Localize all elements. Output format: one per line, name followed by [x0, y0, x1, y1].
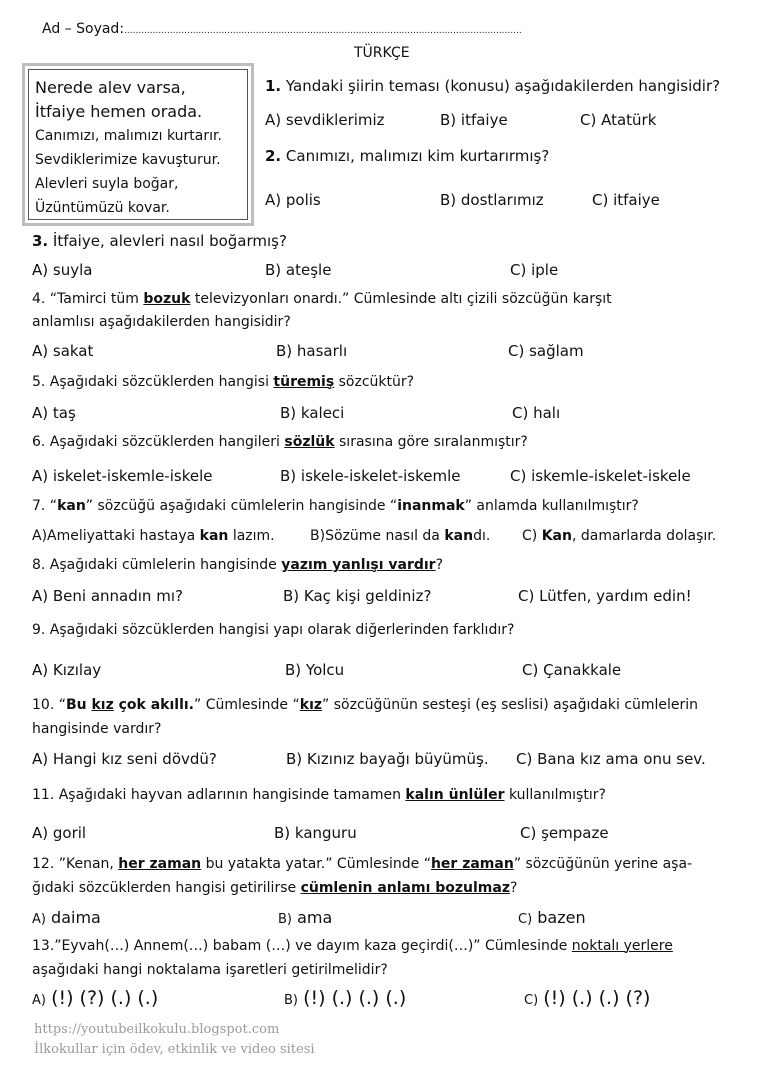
question-8	[32, 556, 443, 575]
option-c[interactable]: C) iskemle-iskelet-iskele	[510, 467, 691, 485]
subject-title: TÜRKÇE	[354, 45, 410, 61]
option-a[interactable]: A) sevdiklerimiz	[265, 111, 385, 129]
option-a[interactable]: A) goril	[32, 824, 87, 842]
option-b[interactable]: B) Kızınız bayağı büyümüş.	[286, 750, 489, 768]
option-a[interactable]: A) iskelet-iskemle-iskele	[32, 467, 213, 485]
question-number: 2.	[265, 147, 282, 165]
key-word: çok akıllı.	[113, 697, 194, 713]
option-b[interactable]	[278, 908, 332, 927]
question-text: bu yatakta yatar.” Cümlesinde “	[201, 856, 431, 872]
key-word: bozuk	[143, 291, 191, 307]
option-c[interactable]	[518, 908, 586, 927]
question-text: ” sözcüğünün sesteşi (eş seslisi) aşağıdaki cümlelerin	[322, 697, 699, 713]
option-letter: B)	[278, 912, 292, 927]
question-11	[32, 786, 606, 805]
option-c[interactable]: C) Atatürk	[580, 111, 657, 129]
punctuation-marks: (!) (?) (.) (.)	[51, 987, 159, 1009]
option-b[interactable]: B) itfaiye	[440, 111, 508, 129]
question-number: 3.	[32, 232, 49, 250]
option-letter: A)	[32, 993, 46, 1008]
footer-url[interactable]: https://youtubeilkokulu.blogspot.com	[34, 1022, 280, 1037]
question-text: 6. Aşağıdaki sözcüklerden hangileri	[32, 434, 285, 450]
option-text: C)	[522, 528, 542, 544]
option-text: B)Sözüme nasıl da	[310, 528, 445, 544]
option-c[interactable]: C) iple	[510, 261, 559, 279]
question-10-line2: hangisinde vardır?	[32, 721, 162, 737]
question-text: ” Cümlesinde “	[194, 697, 300, 713]
question-text: İtfaiye, alevleri nasıl boğarmış?	[48, 232, 287, 250]
option-a[interactable]: A) Beni annadın mı?	[32, 587, 183, 605]
question-10	[32, 696, 698, 715]
question-text: kullanılmıştır?	[504, 787, 606, 803]
option-a[interactable]	[32, 984, 158, 1012]
option-text: bazen	[532, 908, 586, 927]
question-13-line2: aşağıdaki hangi noktalama işaretleri getirilmelidir?	[32, 962, 388, 978]
footer-tagline: İlkokullar için ödev, etkinlik ve video sitesi	[34, 1042, 315, 1057]
key-word: her zaman	[118, 856, 202, 872]
option-b[interactable]	[310, 527, 490, 546]
question-text: ğıdaki sözcüklerden hangisi getirilirse	[32, 880, 301, 896]
poem-line: Üzüntümüzü kovar.	[35, 200, 170, 216]
question-12	[32, 855, 692, 874]
poem-line: Sevdiklerimize kavuşturur.	[35, 152, 221, 168]
question-number: 1.	[265, 77, 282, 95]
option-text: , damarlarda dolaşır.	[571, 528, 717, 544]
key-word: cümlenin anlamı bozulmaz	[300, 880, 510, 896]
option-b[interactable]: B) dostlarımız	[440, 191, 544, 209]
option-letter: C)	[524, 993, 539, 1008]
option-c[interactable]	[524, 984, 650, 1012]
question-2	[265, 146, 549, 166]
option-a[interactable]: A) sakat	[32, 342, 94, 360]
key-word: kız	[91, 697, 114, 713]
option-a[interactable]: A) Hangi kız seni dövdü?	[32, 750, 217, 768]
question-text: ?	[435, 557, 444, 573]
question-text: 11. Aşağıdaki hayvan adlarının hangisinde tamamen	[32, 787, 406, 803]
question-3	[32, 231, 287, 251]
question-13	[32, 937, 673, 956]
option-b[interactable]: B) Kaç kişi geldiniz?	[283, 587, 432, 605]
option-text: daima	[45, 908, 101, 927]
question-text: ” sözcüğü aşağıdaki cümlelerin hangisinde “	[85, 498, 398, 514]
option-a[interactable]	[32, 527, 275, 546]
option-c[interactable]: C) halı	[512, 404, 561, 422]
key-word: kan	[444, 528, 474, 544]
option-b[interactable]: B) Yolcu	[285, 661, 345, 679]
option-b[interactable]: B) iskele-iskelet-iskemle	[280, 467, 461, 485]
option-letter: A)	[32, 912, 46, 927]
key-word: sözlük	[284, 434, 335, 450]
key-word: noktalı yerlere	[571, 938, 673, 954]
question-text: 5. Aşağıdaki sözcüklerden hangisi	[32, 374, 274, 390]
option-letter: C)	[518, 912, 533, 927]
question-text: Yandaki şiirin teması (konusu) aşağıdakilerden hangisidir?	[281, 77, 721, 95]
name-dots: ...........................................................................................................................................	[124, 26, 522, 36]
option-a[interactable]: A) polis	[265, 191, 321, 209]
option-c[interactable]: C) Lütfen, yardım edin!	[518, 587, 692, 605]
option-a[interactable]: A) suyla	[32, 261, 93, 279]
option-text: dı.	[473, 528, 491, 544]
question-text: Canımızı, malımızı kim kurtarırmış?	[281, 147, 550, 165]
option-b[interactable]: B) kanguru	[274, 824, 357, 842]
poem-box	[22, 63, 254, 226]
key-word: Kan	[541, 528, 572, 544]
question-text: 10. “	[32, 697, 66, 713]
option-c[interactable]: C) Bana kız ama onu sev.	[516, 750, 706, 768]
poem-line: İtfaiye hemen orada.	[35, 102, 203, 121]
punctuation-marks: (!) (.) (.) (?)	[543, 987, 651, 1009]
option-a[interactable]: A) taş	[32, 404, 76, 422]
option-c[interactable]	[522, 527, 716, 546]
option-a[interactable]: A) Kızılay	[32, 661, 102, 679]
question-12-line2	[32, 879, 517, 898]
option-letter: B)	[284, 993, 298, 1008]
key-word: türemiş	[273, 374, 335, 390]
poem-line: Canımızı, malımızı kurtarır.	[35, 128, 222, 144]
question-text: ” anlamda kullanılmıştır?	[464, 498, 639, 514]
question-text: ?	[510, 880, 518, 896]
option-c[interactable]: C) itfaiye	[592, 191, 660, 209]
question-5	[32, 373, 414, 392]
question-1	[265, 76, 720, 96]
question-text: 7. “	[32, 498, 58, 514]
punctuation-marks: (!) (.) (.) (.)	[303, 987, 407, 1009]
key-word: Bu	[65, 697, 92, 713]
option-b[interactable]	[284, 984, 406, 1012]
key-word: kan	[199, 528, 229, 544]
option-text: lazım.	[228, 528, 275, 544]
option-b[interactable]: B) kaleci	[280, 404, 345, 422]
question-text: televizyonları onardı.” Cümlesinde altı çizili sözcüğün karşıt	[190, 291, 612, 307]
question-text: 4. “Tamirci tüm	[32, 291, 144, 307]
key-word: her zaman	[430, 856, 514, 872]
key-word: kalın ünlüler	[405, 787, 505, 803]
question-4	[32, 290, 612, 309]
question-text: 8. Aşağıdaki cümlelerin hangisinde	[32, 557, 282, 573]
question-text: sözcüktür?	[334, 374, 415, 390]
poem-line: Alevleri suyla boğar,	[35, 176, 179, 192]
question-text: ” sözcüğünün yerine aşa-	[513, 856, 693, 872]
question-7	[32, 497, 639, 516]
question-text: 13.”Eyvah(…) Annem(…) babam (…) ve dayım kaza geçirdi(…)” Cümlesinde	[32, 938, 572, 954]
option-a[interactable]	[32, 908, 101, 927]
question-text: 12. ”Kenan,	[32, 856, 119, 872]
key-word: yazım yanlışı vardır	[281, 557, 436, 573]
option-b[interactable]: B) ateşle	[265, 261, 332, 279]
question-6	[32, 433, 528, 452]
option-text: A)Ameliyattaki hastaya	[32, 528, 200, 544]
question-text: sırasına göre sıralanmıştır?	[334, 434, 528, 450]
option-c[interactable]: C) Çanakkale	[522, 661, 622, 679]
key-word: inanmak	[397, 498, 465, 514]
name-label: Ad – Soyad:	[42, 21, 125, 37]
question-9: 9. Aşağıdaki sözcüklerden hangisi yapı olarak diğerlerinden farklıdır?	[32, 622, 515, 638]
question-4-line2: anlamlısı aşağıdakilerden hangisidir?	[32, 314, 291, 330]
key-word: kız	[299, 697, 323, 713]
option-b[interactable]: B) hasarlı	[276, 342, 348, 360]
name-field	[42, 20, 522, 41]
option-c[interactable]: C) şempaze	[520, 824, 609, 842]
key-word: kan	[57, 498, 86, 514]
option-c[interactable]: C) sağlam	[508, 342, 584, 360]
poem-line: Nerede alev varsa,	[35, 78, 186, 97]
option-text: ama	[292, 908, 333, 927]
